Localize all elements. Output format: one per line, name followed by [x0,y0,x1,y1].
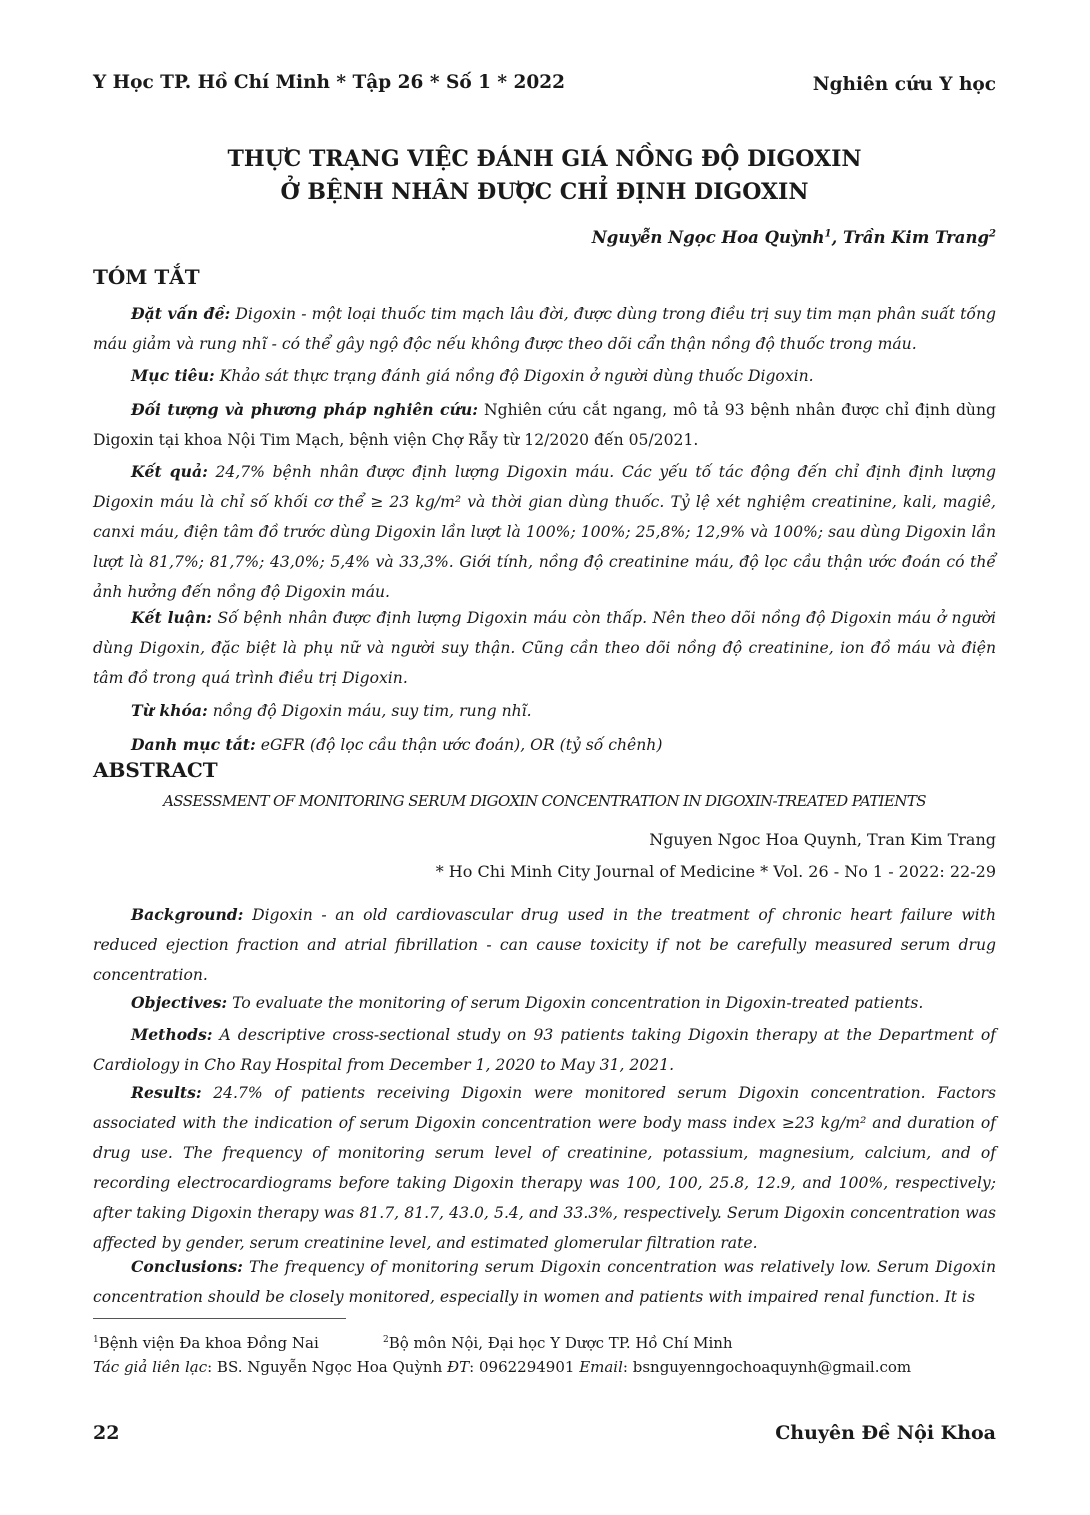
vi-abbrev-text: eGFR (độ lọc cầu thận ước đoán), OR (tỷ số chênh) [260,735,663,754]
vi-background-text: Digoxin - một loại thuốc tim mạch lâu đời, được dùng trong điều trị suy tim mạn phân suất tống máu giảm và rung nhĩ - có thể gây ngộ độc nếu không được theo dõi cẩn thận nồng độ thuốc trong máu. [93,304,996,353]
vi-abbrev-paragraph [93,730,996,760]
special-issue-label: Chuyên Đề Nội Khoa [775,1422,996,1444]
author-separator: , [831,228,844,247]
phone-label: ĐT [447,1358,470,1376]
affiliation-2-text: Bộ môn Nội, Đại học Y Dược TP. Hồ Chí Minh [388,1334,733,1352]
en-background-text: Digoxin - an old cardiovascular drug used in the treatment of chronic heart failure with reduced ejection fraction and atrial fibrillation - can cause toxicity if not be carefully measured serum drug concentration. [93,905,996,984]
vi-abbrev-label: Danh mục tắt: [131,734,256,754]
author-1: Nguyễn Ngọc Hoa Quỳnh [591,228,825,247]
vi-objective-text: Khảo sát thực trạng đánh giá nồng độ Digoxin ở người dùng thuốc Digoxin. [219,366,814,385]
vi-objective-paragraph [93,361,996,391]
en-results-text: 24.7% of patients receiving Digoxin were monitored serum Digoxin concentration. Factors associated with the indication of serum Digoxin concentration were body mass index ≥23 kg/m² and duration of drug use. The frequency of monitoring serum level of creatinine, potassium, magnesium, calcium, and of recording electrocardiograms before taking Digoxin therapy was 100, 100, 25.8, 12.9, and 100%, respectively; after taking Digoxin therapy was 81.7, 81.7, 43.0, 5.4, and 33.3%, respectively. Serum Digoxin concentration was affected by gender, serum creatinine level, and estimated glomerular filtration rate. [93,1083,996,1252]
vi-keywords-text: nồng độ Digoxin máu, suy tim, rung nhĩ. [212,701,532,720]
journal-header: Y Học TP. Hồ Chí Minh * Tập 26 * Số 1 * 2022 [93,72,566,93]
email-address[interactable]: : bsnguyenngochoaquynh@gmail.com [622,1358,912,1376]
affiliation-1-mark: 1 [93,1335,99,1345]
vi-objective-label: Mục tiêu: [131,365,215,385]
contact-label: Tác giả liên lạc [93,1358,208,1376]
en-background-label: Background: [131,904,244,924]
vi-results-label: Kết quả: [131,461,208,481]
affiliation-2-mark: 2 [383,1335,389,1345]
corresponding-author [93,1358,911,1376]
en-conclusions-text: The frequency of monitoring serum Digoxin concentration was relatively low. Serum Digoxin concentration should be closely monitored, especially in women and patients with impaired renal function. It is [93,1257,996,1306]
en-author-list: Nguyen Ngoc Hoa Quynh, Tran Kim Trang [649,830,996,849]
vi-methods-text: Nghiên cứu cắt ngang, mô tả 93 bệnh nhân được chỉ định dùng Digoxin tại khoa Nội Tim Mạch, bệnh viện Chợ Rẫy từ 12/2020 đến 05/2021. [93,400,996,449]
en-results-label: Results: [131,1082,202,1102]
en-results-paragraph [93,1078,996,1258]
vi-keywords-label: Từ khóa: [131,700,208,720]
vi-keywords-paragraph [93,696,996,726]
en-objectives-paragraph [93,988,996,1018]
vi-abstract-heading: TÓM TẮT [93,265,200,289]
footnote-divider [93,1318,346,1319]
vi-results-paragraph [93,457,996,607]
section-header: Nghiên cứu Y học [812,74,996,95]
en-objectives-label: Objectives: [131,992,228,1012]
article-page [93,0,996,1515]
author-2: Trần Kim Trang [843,228,990,247]
vi-background-paragraph [93,299,996,359]
vi-conclusion-label: Kết luận: [131,607,213,627]
vi-results-text: 24,7% bệnh nhân được định lượng Digoxin máu. Các yếu tố tác động đến chỉ định định lượng Digoxin máu là chỉ số khối cơ thể ≥ 23 kg/m² và thời gian dùng thuốc. Tỷ lệ xét nghiệm creatinine, kali, magiê, canxi máu, điện tâm đồ trước dùng Digoxin lần lượt là 100%; 100%; 25,8%; 12,9% và 100%; sau dùng Digoxin lần lượt là 81,7%; 81,7%; 43,0%; 5,4% và 33,3%. Giới tính, nồng độ creatinine máu, độ lọc cầu thận ước đoán có thể ảnh hưởng đến nồng độ Digoxin máu. [93,462,996,601]
affiliation-1-text: Bệnh viện Đa khoa Đồng Nai [98,1334,319,1352]
email-label: Email [579,1358,623,1376]
en-abstract-heading: ABSTRACT [93,758,218,782]
en-methods-paragraph [93,1020,996,1080]
vi-conclusion-paragraph [93,603,996,693]
vi-background-label: Đặt vấn đề: [131,303,231,323]
en-methods-label: Methods: [131,1024,213,1044]
en-background-paragraph [93,900,996,990]
contact-name: : BS. Nguyễn Ngọc Hoa Quỳnh [207,1358,448,1376]
vi-methods-paragraph [93,395,996,455]
author-2-affiliation: 2 [989,228,996,240]
en-methods-text: A descriptive cross-sectional study on 93 patients taking Digoxin therapy at the Department of Cardiology in Cho Ray Hospital from December 1, 2020 to May 31, 2021. [93,1025,996,1074]
en-citation: * Ho Chi Minh City Journal of Medicine * Vol. 26 - No 1 - 2022: 22-29 [435,862,996,881]
en-objectives-text: To evaluate the monitoring of serum Digoxin concentration in Digoxin-treated patients. [232,993,924,1012]
en-conclusions-label: Conclusions: [131,1256,243,1276]
author-list [592,228,996,247]
en-conclusions-paragraph [93,1252,996,1312]
affiliation-1 [93,1334,319,1352]
title-line-1: THỰC TRẠNG VIỆC ĐÁNH GIÁ NỒNG ĐỘ DIGOXIN [227,146,862,172]
vi-conclusion-text: Số bệnh nhân được định lượng Digoxin máu còn thấp. Nên theo dõi nồng độ Digoxin máu ở người dùng Digoxin, đặc biệt là phụ nữ và người suy thận. Cũng cần theo dõi nồng độ creatinine, ion đồ máu và điện tâm đồ trong quá trình điều trị Digoxin. [93,608,996,687]
en-article-title: ASSESSMENT OF MONITORING SERUM DIGOXIN CONCENTRATION IN DIGOXIN-TREATED PATIENTS [163,792,926,810]
article-title [93,143,996,209]
author-1-affiliation: 1 [824,228,832,240]
page-number: 22 [93,1422,120,1444]
phone-number: : 0962294901 [469,1358,580,1376]
vi-methods-label: Đối tượng và phương pháp nghiên cứu: [131,399,478,419]
affiliation-2 [383,1334,733,1352]
title-line-2: Ở BỆNH NHÂN ĐƯỢC CHỈ ĐỊNH DIGOXIN [280,179,809,205]
